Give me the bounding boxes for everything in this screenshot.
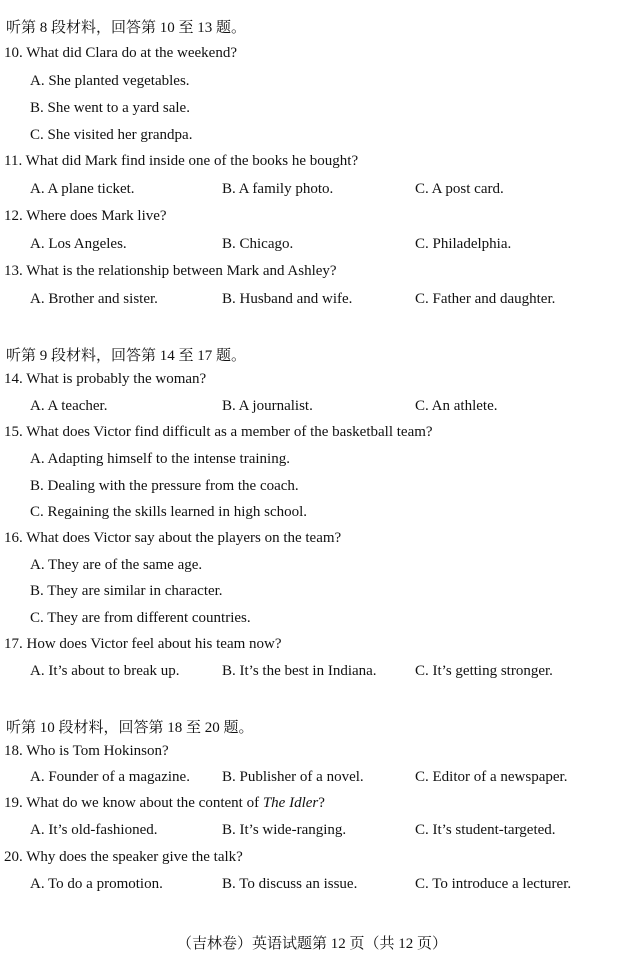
option-11-c: C. A post card. — [415, 181, 504, 197]
option-16-b: B. They are similar in character. — [30, 583, 223, 599]
option-19-a: A. It’s old-fashioned. — [30, 822, 158, 838]
option-11-a: A. A plane ticket. — [30, 181, 135, 197]
option-18-b: B. Publisher of a novel. — [222, 769, 364, 785]
option-12-c: C. Philadelphia. — [415, 236, 512, 252]
question-11: 11. What did Mark find inside one of the books he bought? — [4, 153, 359, 169]
question-12: 12. Where does Mark live? — [4, 208, 167, 224]
option-17-a: A. It’s about to break up. — [30, 663, 180, 679]
question-19-mark: ? — [318, 795, 325, 811]
option-12-a: A. Los Angeles. — [30, 236, 127, 252]
question-18: 18. Who is Tom Hokinson? — [4, 743, 169, 759]
option-18-c: C. Editor of a newspaper. — [415, 769, 568, 785]
question-10: 10. What did Clara do at the weekend? — [4, 45, 237, 61]
page-footer: （吉林卷）英语试题第 12 页（共 12 页） — [176, 936, 447, 952]
option-17-b: B. It’s the best in Indiana. — [222, 663, 377, 679]
question-20: 20. Why does the speaker give the talk? — [4, 849, 243, 865]
question-14: 14. What is probably the woman? — [4, 371, 207, 387]
option-11-b: B. A family photo. — [222, 181, 334, 197]
option-19-c: C. It’s student-targeted. — [415, 822, 556, 838]
option-13-c: C. Father and daughter. — [415, 291, 556, 307]
option-10-c: C. She visited her grandpa. — [30, 127, 193, 143]
section-heading-8: 听第 8 段材料，回答第 10 至 13 题。 — [6, 20, 247, 36]
option-10-a: A. She planted vegetables. — [30, 73, 190, 89]
option-12-b: B. Chicago. — [222, 236, 294, 252]
option-14-c: C. An athlete. — [415, 398, 498, 414]
option-16-c: C. They are from different countries. — [30, 610, 251, 626]
option-15-a: A. Adapting himself to the intense training. — [30, 451, 290, 467]
question-16: 16. What does Victor say about the players on the team? — [4, 530, 342, 546]
section-heading-9: 听第 9 段材料，回答第 14 至 17 题。 — [6, 348, 247, 364]
option-13-a: A. Brother and sister. — [30, 291, 158, 307]
option-13-b: B. Husband and wife. — [222, 291, 353, 307]
question-19-title: The Idler — [262, 795, 319, 811]
option-14-a: A. A teacher. — [30, 398, 108, 414]
question-15: 15. What does Victor find difficult as a member of the basketball team? — [4, 424, 433, 440]
option-15-b: B. Dealing with the pressure from the coach. — [30, 478, 299, 494]
option-17-c: C. It’s getting stronger. — [415, 663, 553, 679]
option-19-b: B. It’s wide-ranging. — [222, 822, 347, 838]
option-10-b: B. She went to a yard sale. — [30, 100, 190, 116]
section-heading-10: 听第 10 段材料，回答第 18 至 20 题。 — [6, 720, 254, 736]
option-20-a: A. To do a promotion. — [30, 876, 163, 892]
option-15-c: C. Regaining the skills learned in high school. — [30, 504, 308, 520]
question-13: 13. What is the relationship between Mark and Ashley? — [4, 263, 337, 279]
option-20-c: C. To introduce a lecturer. — [415, 876, 572, 892]
option-18-a: A. Founder of a magazine. — [30, 769, 190, 785]
question-19-text: 19. What do we know about the content of — [4, 795, 263, 811]
option-14-b: B. A journalist. — [222, 398, 313, 414]
option-20-b: B. To discuss an issue. — [222, 876, 358, 892]
question-17: 17. How does Victor feel about his team now? — [4, 636, 282, 652]
question-19 — [4, 795, 325, 812]
option-16-a: A. They are of the same age. — [30, 557, 203, 573]
